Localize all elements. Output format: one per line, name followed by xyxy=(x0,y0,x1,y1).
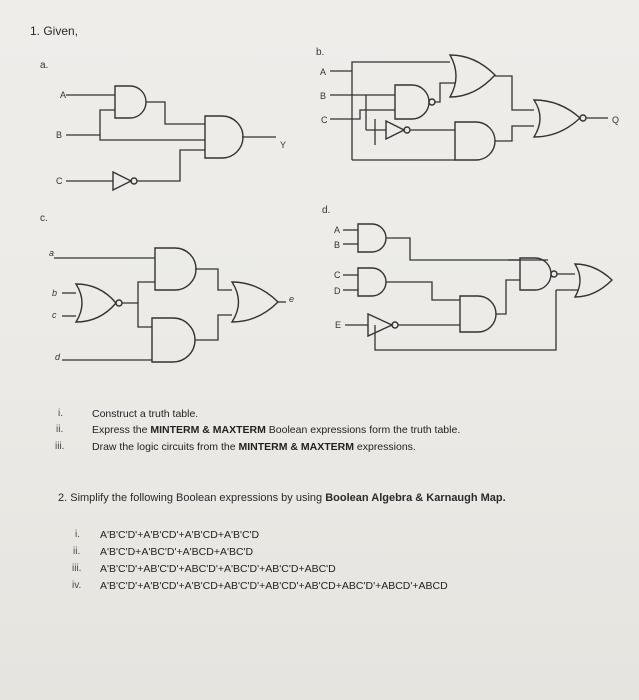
and-gate-icon xyxy=(520,258,551,290)
task-number: ii. xyxy=(56,424,64,435)
not-gate-icon xyxy=(113,172,131,190)
circuit-d-input-c: C xyxy=(334,270,341,280)
boolean-expression: A'B'C'D'+AB'C'D'+ABC'D'+A'BC'D'+AB'C'D+ABC'D xyxy=(100,563,336,575)
boolean-expression: A'B'C'D'+A'B'CD'+A'B'CD+AB'C'D'+AB'CD'+AB'CD+ABC'D'+ABCD'+ABCD xyxy=(100,580,448,592)
circuit-a-output-y: Y xyxy=(280,140,287,150)
or-gate-icon xyxy=(450,55,495,97)
not-gate-icon xyxy=(368,314,392,336)
or-gate-icon xyxy=(232,282,278,322)
part-b-label: b. xyxy=(316,47,325,58)
expr-number: i. xyxy=(75,529,80,540)
or-gate-icon xyxy=(534,100,580,137)
and-gate-icon xyxy=(395,85,429,119)
circuit-c-input-c: c xyxy=(52,310,57,320)
part-d-label: d. xyxy=(322,205,331,216)
circuit-b-input-b: B xyxy=(320,91,327,101)
task-text: Draw the logic circuits from the MINTERM & MAXTERM expressions. xyxy=(92,441,416,453)
and-gate-icon xyxy=(155,248,196,290)
and-gate-icon xyxy=(152,318,195,362)
circuit-c xyxy=(54,248,286,362)
expr-number: iii. xyxy=(72,563,82,574)
or-gate-icon xyxy=(575,264,612,297)
and-gate-icon xyxy=(205,116,243,158)
circuit-a-input-a: A xyxy=(60,90,67,100)
task-text: Construct a truth table. xyxy=(92,408,199,420)
circuit-d-input-a: A xyxy=(334,225,341,235)
circuit-d xyxy=(343,224,612,350)
task-text: Express the MINTERM & MAXTERM Boolean expressions form the truth table. xyxy=(92,424,461,436)
circuit-c-input-d: d xyxy=(55,352,61,362)
circuit-b-input-c: C xyxy=(321,115,328,125)
question-1-title: 1. Given, xyxy=(30,24,79,38)
and-gate-icon xyxy=(460,296,496,332)
not-gate-icon xyxy=(386,121,404,139)
and-gate-icon xyxy=(358,224,386,252)
and-gate-icon xyxy=(358,268,386,296)
part-a-label: a. xyxy=(40,60,49,71)
circuit-d-input-e: E xyxy=(335,320,342,330)
part-c-label: c. xyxy=(40,213,48,224)
circuit-b-output-q: Q xyxy=(612,115,620,125)
circuit-d-input-b: B xyxy=(334,240,341,250)
and-gate-icon xyxy=(455,122,495,160)
task-number: iii. xyxy=(55,441,65,452)
boolean-expression: A'B'C'D+A'BC'D'+A'BCD+A'BC'D xyxy=(100,546,254,558)
circuit-c-input-a: a xyxy=(49,248,55,258)
or-gate-icon xyxy=(76,284,116,322)
boolean-expression: A'B'C'D'+A'B'CD'+A'B'CD+A'B'C'D xyxy=(100,529,260,541)
and-gate-icon xyxy=(115,86,146,118)
circuit-c-output-e: e xyxy=(289,294,295,304)
circuit-b xyxy=(330,55,608,160)
circuit-a-input-b: B xyxy=(56,130,63,140)
task-number: i. xyxy=(58,408,63,419)
question-2-title: 2. Simplify the following Boolean expressions by using Boolean Algebra & Karnaugh Map. xyxy=(58,492,506,504)
circuit-a-input-c: C xyxy=(56,176,63,186)
expr-number: ii. xyxy=(73,546,81,557)
circuit-c-input-b: b xyxy=(52,288,58,298)
circuit-b-input-a: A xyxy=(320,67,327,77)
expr-number: iv. xyxy=(72,580,82,591)
circuit-d-input-d: D xyxy=(334,286,341,296)
circuit-a xyxy=(66,86,276,190)
